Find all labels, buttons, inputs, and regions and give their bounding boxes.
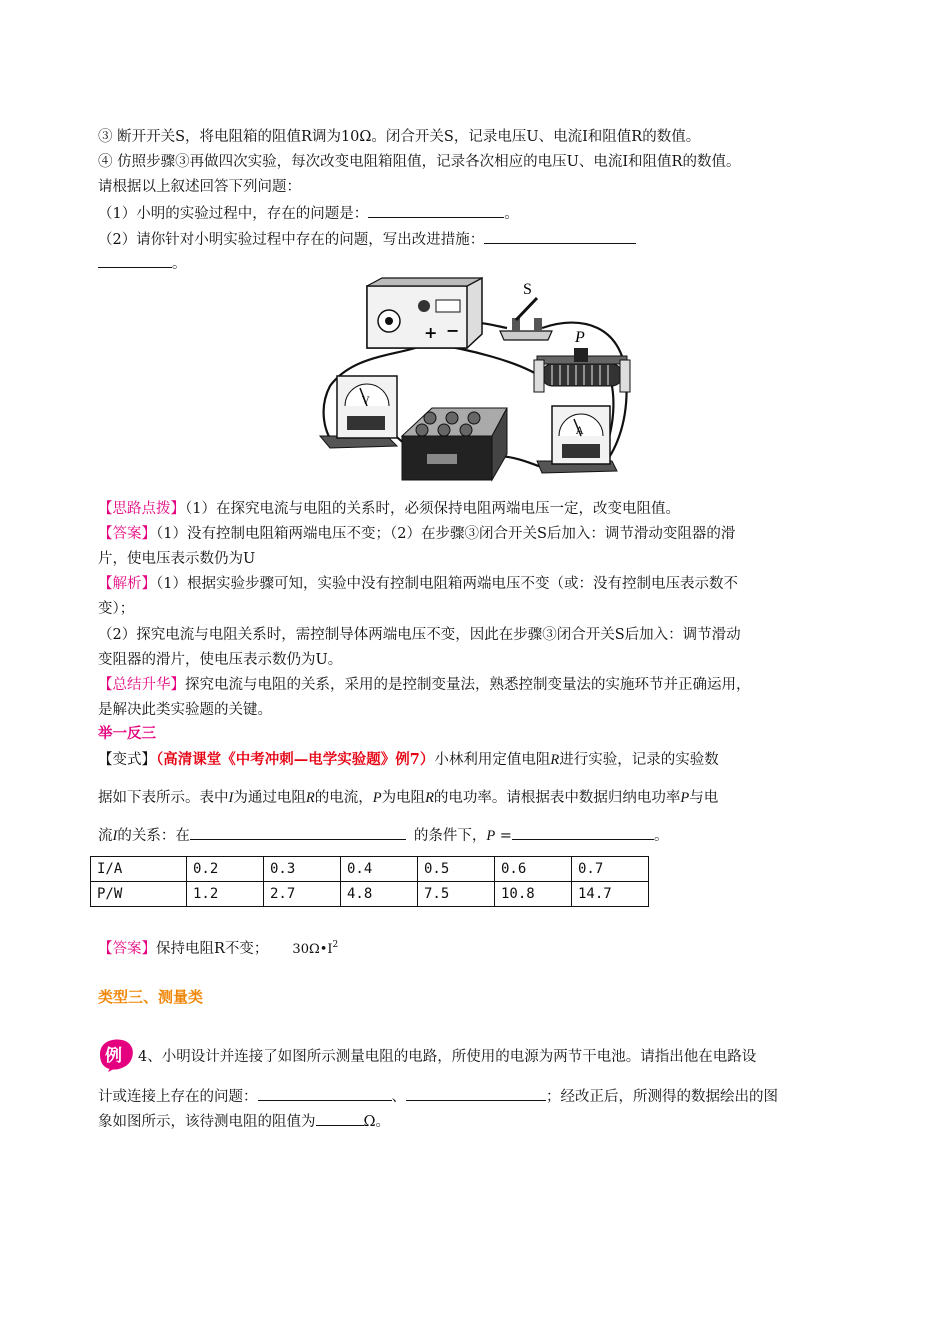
table-header: P/W xyxy=(91,882,187,907)
variant-answer-text: 保持电阻R不变； xyxy=(156,940,269,957)
ammeter-symbol: A xyxy=(576,426,584,437)
table-cell: 4.8 xyxy=(341,882,418,907)
question-1-text: （1）小明的实验过程中，存在的问题是： xyxy=(98,206,369,222)
explain-text: （1）根据实验步骤可知，实验中没有控制电阻箱两端电压不变（或：没有控制电压表示数不 xyxy=(156,576,738,592)
explain-tag: 【解析】 xyxy=(98,576,156,592)
table-cell: 7.5 xyxy=(418,882,495,907)
section3-text: 象如图所示，该待测电阻的阻值为 xyxy=(98,1114,316,1130)
symbol-p: P xyxy=(372,790,382,806)
wire xyxy=(432,344,547,381)
table-header: I/A xyxy=(91,857,187,882)
question-2-continuation xyxy=(98,253,854,274)
table-cell: 10.8 xyxy=(495,882,572,907)
symbol-i: I xyxy=(228,790,234,806)
answer-blank[interactable] xyxy=(368,203,504,218)
summary-line xyxy=(98,675,854,695)
answer-blank[interactable] xyxy=(406,1086,546,1101)
ammeter xyxy=(537,406,617,473)
variant-text: 的条件下， xyxy=(413,828,487,844)
variant-answer-line xyxy=(98,935,854,960)
variant-text: 为通过电阻 xyxy=(233,790,306,806)
section3-text: 计或连接上存在的问题： xyxy=(98,1089,258,1105)
table-cell: 1.2 xyxy=(187,882,264,907)
variant-text: 的电功率。请根据表中数据归纳电功率 xyxy=(433,790,681,806)
answer-blank[interactable] xyxy=(484,229,636,244)
variant-text: 。 xyxy=(653,828,669,844)
symbol-i: I xyxy=(112,828,118,844)
section3-line-2 xyxy=(98,1086,854,1107)
question-1-end: 。 xyxy=(504,206,519,222)
variant-answer-formula: 30Ω•I xyxy=(292,941,333,957)
section3-line-1: 4、小明设计并连接了如图所示测量电阻的电路，所使用的电源为两节干电池。请指出他在电路设 xyxy=(138,1049,757,1065)
variant-heading: 举一反三 xyxy=(98,725,156,742)
badge-label: 例 xyxy=(105,1046,122,1066)
section-heading: 类型三、测量类 xyxy=(98,988,204,1006)
variant-text: 为电阻 xyxy=(381,790,426,806)
variant-text: 的电流， xyxy=(314,790,373,806)
question-1 xyxy=(98,203,854,224)
question-2-text: （2）请你针对小明实验过程中存在的问题，写出改进措施： xyxy=(98,232,485,248)
summary-text: 探究电流与电阻的关系，采用的是控制变量法，熟悉控制变量法的实施环节并正确运用， xyxy=(185,677,751,693)
variant-answer-sup: 2 xyxy=(332,940,339,950)
variant-source: （高清课堂《中考冲刺—电学实验题》例7） xyxy=(156,751,435,768)
plus-sign: + xyxy=(424,323,438,342)
table-row xyxy=(91,882,649,907)
answer-blank[interactable] xyxy=(512,825,654,840)
variant-line-1 xyxy=(98,750,854,770)
summary-tag: 【总结升华】 xyxy=(98,677,185,693)
table-cell: 14.7 xyxy=(572,882,649,907)
slider-label: P xyxy=(575,329,585,346)
resistance-box xyxy=(402,408,507,480)
symbol-r: R xyxy=(305,790,315,806)
section3-text: ；经改正后，所测得的数据绘出的图 xyxy=(546,1089,778,1105)
symbol-r: R xyxy=(425,790,434,806)
summary-continuation: 是解决此类实验题的关键。 xyxy=(98,702,272,718)
table-cell: 0.5 xyxy=(418,857,495,882)
explain-line-2: （2）探究电流与电阻关系时，需控制导体两端电压不变，因此在步骤③闭合开关S后加入：调节滑动 xyxy=(98,627,741,643)
table-cell: 0.4 xyxy=(341,857,418,882)
table-cell: 2.7 xyxy=(264,882,341,907)
answer-line xyxy=(98,524,854,544)
section3-line-3 xyxy=(98,1111,854,1132)
answer-tag: 【答案】 xyxy=(98,526,156,542)
prompt: 请根据以上叙述回答下列问题： xyxy=(98,179,301,195)
variant-text: 据如下表所示。表中 xyxy=(98,790,229,806)
power-supply xyxy=(367,278,482,348)
table-cell: 0.7 xyxy=(572,857,649,882)
switch xyxy=(500,281,552,340)
question-2-end: 。 xyxy=(172,256,187,272)
table-row xyxy=(91,857,649,882)
switch-label: S xyxy=(523,281,532,298)
variant-answer-tag: 【答案】 xyxy=(98,940,156,957)
symbol-p: P xyxy=(680,790,690,806)
variant-text: 小林利用定值电阻 xyxy=(434,752,551,768)
answer-continuation: 片，使电压表示数仍为U xyxy=(98,551,256,567)
explain-line-3: 变阻器的滑片，使电压表示数仍为U。 xyxy=(98,652,343,668)
answer-blank[interactable] xyxy=(98,253,172,268)
variant-line-2 xyxy=(98,788,854,808)
explain-continuation: 变）； xyxy=(98,601,135,617)
variant-text: = xyxy=(495,828,512,844)
variant-tag: 【变式】 xyxy=(98,752,156,768)
voltmeter xyxy=(320,376,397,448)
data-table xyxy=(90,856,649,907)
question-2 xyxy=(98,229,854,250)
answer-blank[interactable] xyxy=(258,1086,392,1101)
minus-sign: − xyxy=(446,321,460,340)
voltmeter-symbol: V xyxy=(362,396,370,407)
explain-line xyxy=(98,574,854,594)
hint-line xyxy=(98,499,854,519)
variant-text: 与电 xyxy=(689,790,719,806)
variant-line-3 xyxy=(98,825,854,846)
step-3: ③ 断开开关S，将电阻箱的阻值R调为10Ω。闭合开关S，记录电压U、电流I和阻值R的数值。 xyxy=(98,129,701,145)
circuit-figure xyxy=(312,276,632,486)
variant-text: 进行实验，记录的实验数 xyxy=(559,752,719,768)
answer-blank[interactable] xyxy=(316,1111,364,1126)
symbol-p: P xyxy=(486,828,496,844)
table-cell: 0.3 xyxy=(264,857,341,882)
step-4: ④ 仿照步骤③再做四次实验，每次改变电阻箱阻值，记录各次相应的电压U、电流I和阻值R的数值。 xyxy=(98,154,741,170)
hint-text: （1）在探究电流与电阻的关系时，必须保持电阻两端电压一定，改变电阻值。 xyxy=(185,501,680,517)
answer-blank[interactable] xyxy=(190,825,406,840)
variant-text: 的关系：在 xyxy=(117,828,190,844)
example-badge xyxy=(96,1036,136,1072)
table-cell: 0.6 xyxy=(495,857,572,882)
symbol-r: R xyxy=(550,752,560,768)
hint-tag: 【思路点拨】 xyxy=(98,501,185,517)
answer-text: （1）没有控制电阻箱两端电压不变；（2）在步骤③闭合开关S后加入：调节滑动变阻器的滑 xyxy=(156,526,736,542)
variant-text: 流 xyxy=(98,828,113,844)
section3-text: Ω。 xyxy=(363,1114,391,1130)
table-cell: 0.2 xyxy=(187,857,264,882)
section3-text: 、 xyxy=(391,1089,406,1105)
